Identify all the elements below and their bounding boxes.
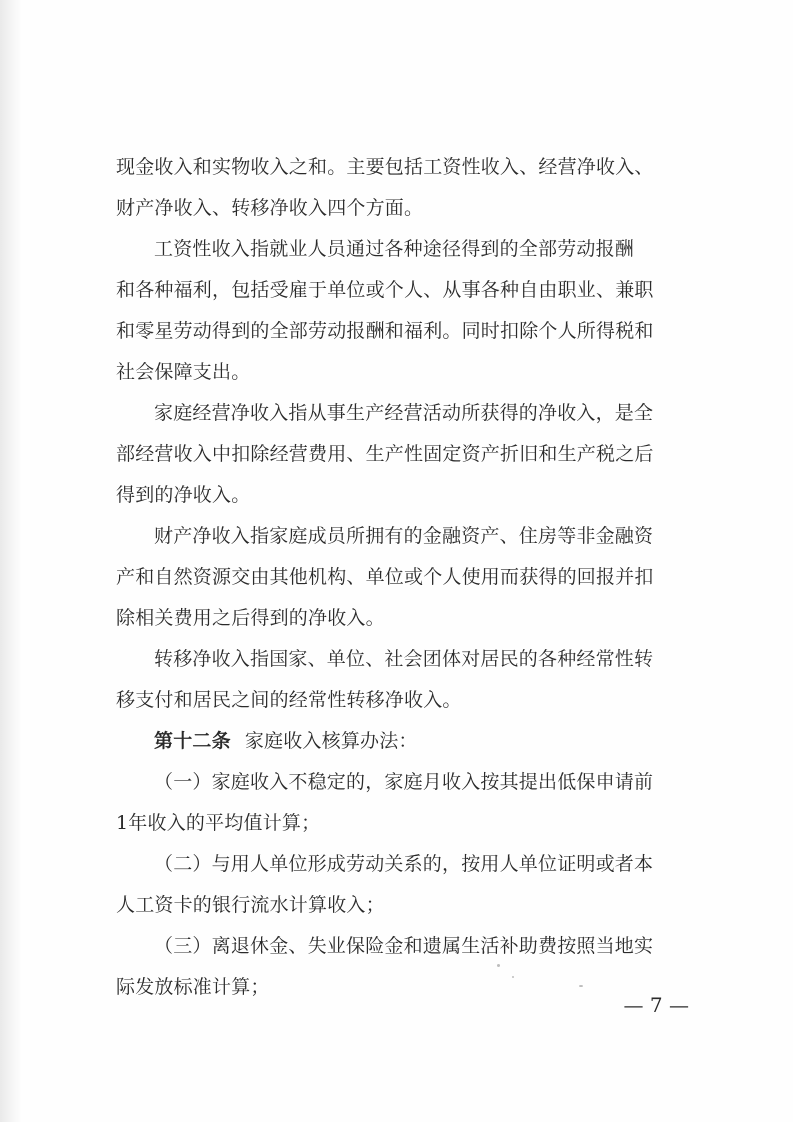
list-item-line: （三）离退休金、失业保险金和遗属生活补助费按照当地实 xyxy=(154,935,654,957)
text-line: 现金收入和实物收入之和。主要包括工资性收入、经营净收入、 xyxy=(116,156,654,178)
scan-shadow-edge xyxy=(0,0,22,1122)
text-line: 部经营收入中扣除经营费用、生产性固定资产折旧和生产税之后 xyxy=(116,443,654,465)
text-line: 除相关费用之后得到的净收入。 xyxy=(116,607,385,629)
text-line: 和零星劳动得到的全部劳动报酬和福利。同时扣除个人所得税和 xyxy=(116,320,654,342)
document-body xyxy=(116,147,691,1008)
text-line: 和各种福利，包括受雇于单位或个人、从事各种自由职业、兼职 xyxy=(116,279,654,301)
list-item-line: （一）家庭收入不稳定的，家庭月收入按其提出低保申请前 xyxy=(154,771,654,793)
list-item-line: 际发放标准计算； xyxy=(116,976,270,998)
list-item-line: （二）与用人单位形成劳动关系的，按用人单位证明或者本 xyxy=(154,853,654,875)
list-item-line: 1年收入的平均值计算； xyxy=(116,812,321,834)
scan-speck xyxy=(497,964,500,967)
scan-speck xyxy=(512,976,514,978)
text-line: 家庭经营净收入指从事生产经营活动所获得的净收入，是全 xyxy=(154,402,654,424)
article-text: 家庭收入核算办法： xyxy=(244,730,418,752)
text-line: 移支付和居民之间的经常性转移净收入。 xyxy=(116,689,462,711)
scan-speck xyxy=(579,985,583,987)
page-number: — 7 — xyxy=(623,993,689,1017)
text-line: 财产净收入指家庭成员所拥有的金融资产、住房等非金融资 xyxy=(154,525,654,547)
text-line: 财产净收入、转移净收入四个方面。 xyxy=(116,197,424,219)
list-item-line: 人工资卡的银行流水计算收入； xyxy=(116,894,385,916)
article-line xyxy=(116,721,691,762)
article-heading: 第十二条 xyxy=(154,730,231,752)
text-line: 得到的净收入。 xyxy=(116,484,251,506)
text-line: 转移净收入指国家、单位、社会团体对居民的各种经常性转 xyxy=(154,648,654,670)
text-line: 工资性收入指就业人员通过各种途径得到的全部劳动报酬 xyxy=(154,238,635,260)
text-line: 社会保障支出。 xyxy=(116,361,251,383)
text-line: 产和自然资源交由其他机构、单位或个人使用而获得的回报并扣 xyxy=(116,566,654,588)
